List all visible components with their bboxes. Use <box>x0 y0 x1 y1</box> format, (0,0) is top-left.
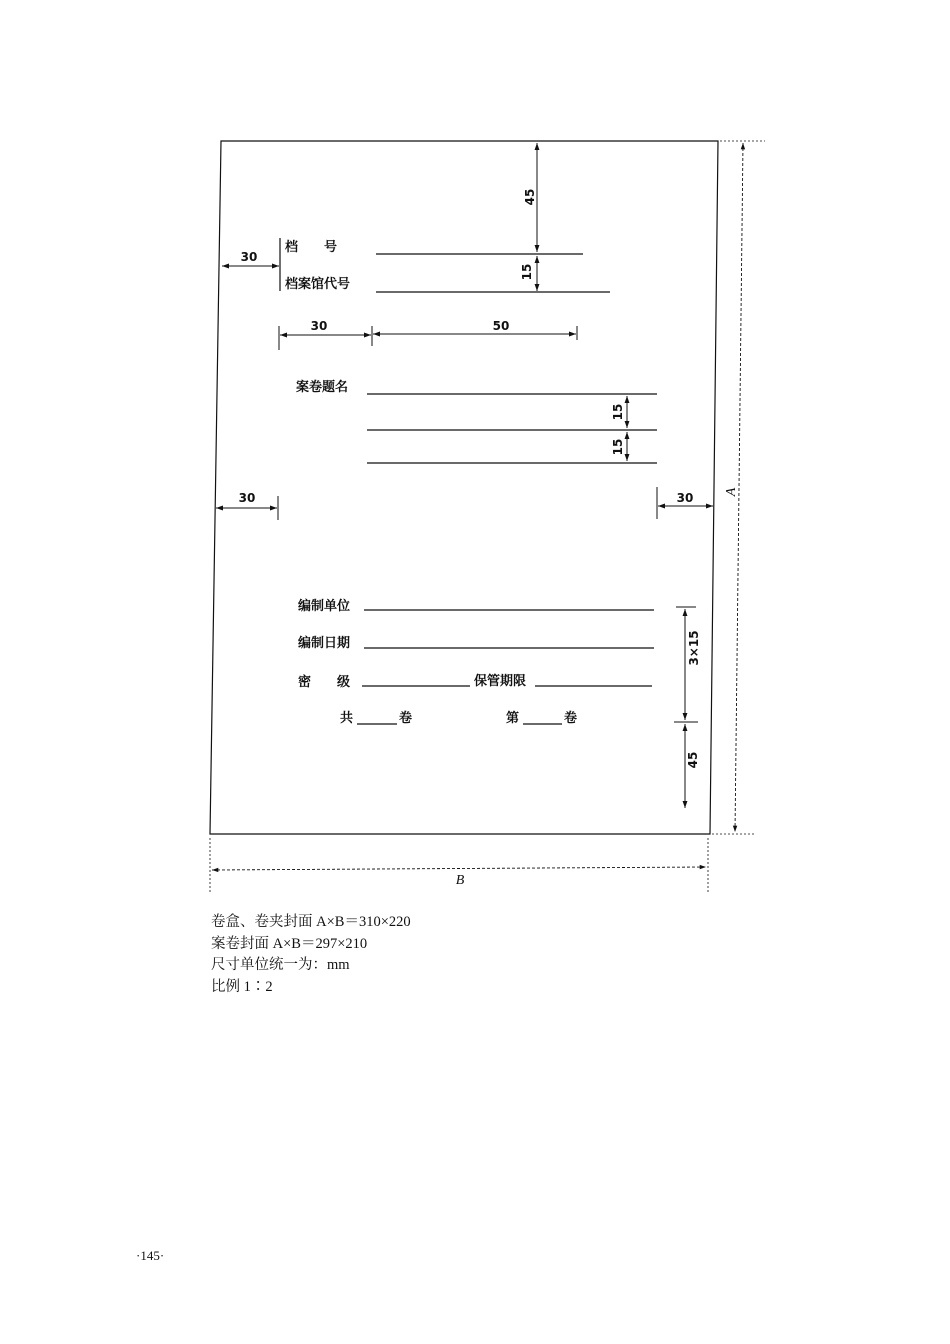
line-length-value: 50 <box>492 319 510 333</box>
nth-prefix: 第 <box>506 711 520 726</box>
compiler-label: 编制单位 <box>298 599 351 614</box>
archive-code-label: 档案馆代号 <box>285 277 351 292</box>
total-prefix: 共 <box>340 711 354 726</box>
note-box-size: 卷盒、卷夹封面 A×B＝310×220 <box>211 914 411 930</box>
title-gap-value-2: 15 <box>611 438 625 456</box>
height-dimension-line <box>735 143 743 832</box>
title-gap-value-1: 15 <box>611 403 625 421</box>
height-label: A <box>724 487 739 497</box>
file-number-label: 档 号 <box>285 240 338 255</box>
side-left-value: 30 <box>238 491 256 505</box>
label-width-value: 30 <box>310 319 328 333</box>
retention-label: 保管期限 <box>474 674 527 689</box>
left-margin-value: 30 <box>240 250 258 264</box>
side-right-value: 30 <box>676 491 694 505</box>
bottom-margin-value: 45 <box>686 751 700 769</box>
note-cover-size: 案卷封面 A×B＝297×210 <box>211 935 368 952</box>
total-suffix: 卷 <box>399 711 413 726</box>
note-scale: 比例 1∶2 <box>211 978 273 995</box>
title-label: 案卷题名 <box>296 380 349 395</box>
notes-block <box>211 912 411 998</box>
top-margin-value: 45 <box>523 188 537 206</box>
width-dimension-line <box>212 867 706 870</box>
nth-suffix: 卷 <box>564 711 578 726</box>
label-gap-value: 15 <box>520 263 534 281</box>
note-unit: 尺寸单位统一为：mm <box>211 957 350 973</box>
date-label: 编制日期 <box>298 636 351 651</box>
bottom-group-value: 3×15 <box>687 630 701 666</box>
page-number: ·145· <box>136 1248 165 1263</box>
width-label: B <box>455 873 465 888</box>
secrecy-label: 密 级 <box>298 675 351 690</box>
